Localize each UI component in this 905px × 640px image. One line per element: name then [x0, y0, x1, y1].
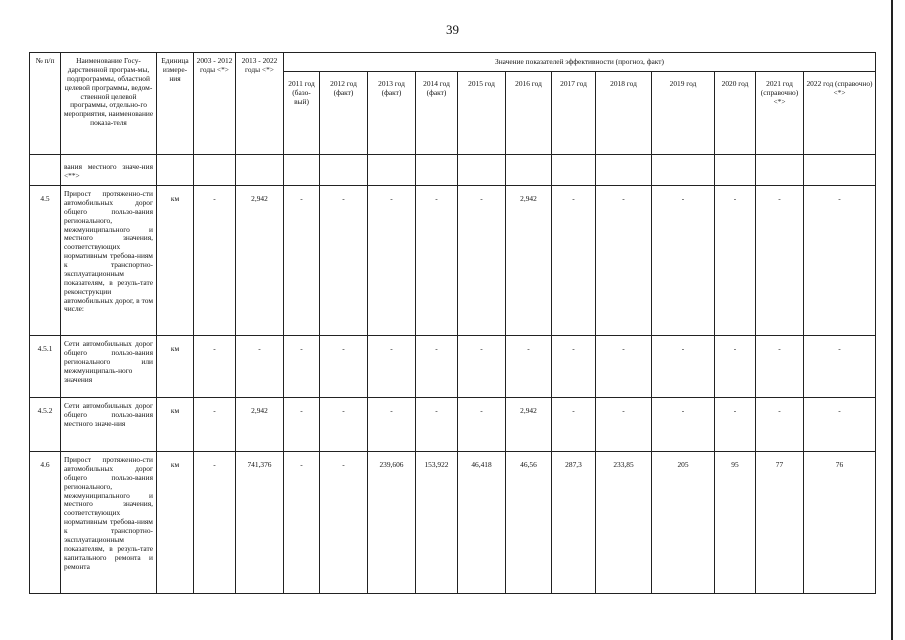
header-year: 2021 год (справочно) <*>: [756, 72, 804, 155]
row-name: Сети автомобильных дорог общего пользо-вания местного значе-ния: [61, 398, 157, 452]
cell: -: [458, 186, 506, 336]
cell: -: [552, 186, 596, 336]
cell: -: [552, 398, 596, 452]
row-unit: км: [157, 398, 194, 452]
row-name: Прирост протяженно-сти автомобильных дорог общего пользо-вания регионального, межмуниципального и местного значения, соответствующих нормативным требова-ниям к транспортно-эксплуатационным показателям, в резуль-тате реконструкции автомобильных дорог, в том числе:: [61, 186, 157, 336]
cell: 233,85: [596, 452, 652, 594]
row-num: 4.6: [30, 452, 61, 594]
row-unit: км: [157, 336, 194, 398]
row-name: Прирост протяженно-сти автомобильных дорог общего пользо-вания регионального, межмуниципального и местного значения, соответствующих нормативным требова-ниям к транспортно-эксплуатационным показателям, в резуль-тате капитального ремонта и ремонта: [61, 452, 157, 594]
indicators-table: [29, 52, 876, 594]
row-unit: км: [157, 186, 194, 336]
header-year: 2016 год: [506, 72, 552, 155]
cell: -: [715, 336, 756, 398]
table-row: [30, 398, 876, 452]
cell: -: [320, 186, 368, 336]
cell: 95: [715, 452, 756, 594]
header-year: 2018 год: [596, 72, 652, 155]
cell: [320, 155, 368, 186]
cell: -: [194, 336, 236, 398]
cell: -: [804, 398, 876, 452]
header-group: Значение показателей эффективности (прогноз, факт): [284, 53, 876, 72]
row-unit: [157, 155, 194, 186]
cell: 46,418: [458, 452, 506, 594]
cell: -: [804, 336, 876, 398]
cell: -: [368, 336, 416, 398]
cell: [596, 155, 652, 186]
row-num: 4.5.2: [30, 398, 61, 452]
header-year: 2017 год: [552, 72, 596, 155]
cell: -: [506, 336, 552, 398]
cell: -: [194, 398, 236, 452]
cell: -: [320, 336, 368, 398]
cell: -: [368, 186, 416, 336]
page-number: 39: [446, 22, 459, 37]
table-row: [30, 186, 876, 336]
cell: -: [756, 336, 804, 398]
header-2003-2012: 2003 - 2012 годы <*>: [194, 53, 236, 155]
header-year: 2013 год (факт): [368, 72, 416, 155]
cell: 205: [652, 452, 715, 594]
cell: -: [458, 336, 506, 398]
cell: -: [715, 186, 756, 336]
cell: -: [368, 398, 416, 452]
cell: -: [652, 336, 715, 398]
header-year: 2012 год (факт): [320, 72, 368, 155]
cell: [236, 155, 284, 186]
cell: 239,606: [368, 452, 416, 594]
header-year: 2019 год: [652, 72, 715, 155]
cell: -: [416, 398, 458, 452]
cell: 153,922: [416, 452, 458, 594]
cell: [756, 155, 804, 186]
cell: [368, 155, 416, 186]
cell: -: [320, 398, 368, 452]
row-num: [30, 155, 61, 186]
cell: 2,942: [506, 186, 552, 336]
cell: 46,56: [506, 452, 552, 594]
cell: [416, 155, 458, 186]
cell: -: [596, 336, 652, 398]
cell: 287,3: [552, 452, 596, 594]
row-num: 4.5.1: [30, 336, 61, 398]
margin-rule: [891, 0, 893, 640]
cell: [506, 155, 552, 186]
cell: -: [284, 398, 320, 452]
cell: -: [756, 398, 804, 452]
cell: -: [320, 452, 368, 594]
header-name: Наименование Госу-дарственной програм-мы, подпрограммы, областной целевой программы, ведом-ственной целевой программы, отдельно-го мероприятия, наименование показа-теля: [61, 53, 157, 155]
header-year: 2020 год: [715, 72, 756, 155]
cell: -: [804, 186, 876, 336]
cell: -: [596, 398, 652, 452]
cell: -: [756, 186, 804, 336]
cell: [804, 155, 876, 186]
cell: 2,942: [506, 398, 552, 452]
cell: -: [596, 186, 652, 336]
header-num: № п/п: [30, 53, 61, 155]
cell: -: [652, 398, 715, 452]
header-unit: Единица измере-ния: [157, 53, 194, 155]
header-year: 2015 год: [458, 72, 506, 155]
cell: 76: [804, 452, 876, 594]
table-row: [30, 452, 876, 594]
header-year: 2014 год (факт): [416, 72, 458, 155]
header-year: 2022 год (справочно) <*>: [804, 72, 876, 155]
row-name: вания местного значе-ния <**>: [61, 155, 157, 186]
cell: -: [284, 336, 320, 398]
table-row: [30, 336, 876, 398]
cell: 2,942: [236, 398, 284, 452]
row-unit: км: [157, 452, 194, 594]
cell: -: [236, 336, 284, 398]
header-2013-2022: 2013 - 2022 годы <*>: [236, 53, 284, 155]
row-name: Сети автомобильных дорог общего пользо-вания регионального или межмуниципаль-ного значения: [61, 336, 157, 398]
cell: -: [715, 398, 756, 452]
cell: -: [284, 186, 320, 336]
table-row: [30, 155, 876, 186]
cell: -: [652, 186, 715, 336]
cell: -: [194, 452, 236, 594]
cell: [652, 155, 715, 186]
cell: -: [194, 186, 236, 336]
cell: [284, 155, 320, 186]
cell: [458, 155, 506, 186]
cell: -: [458, 398, 506, 452]
cell: [194, 155, 236, 186]
header-year: 2011 год (базо-вый): [284, 72, 320, 155]
cell: -: [416, 186, 458, 336]
cell: -: [552, 336, 596, 398]
cell: 2,942: [236, 186, 284, 336]
cell: [715, 155, 756, 186]
cell: 77: [756, 452, 804, 594]
cell: -: [284, 452, 320, 594]
cell: -: [416, 336, 458, 398]
cell: 741,376: [236, 452, 284, 594]
row-num: 4.5: [30, 186, 61, 336]
cell: [552, 155, 596, 186]
